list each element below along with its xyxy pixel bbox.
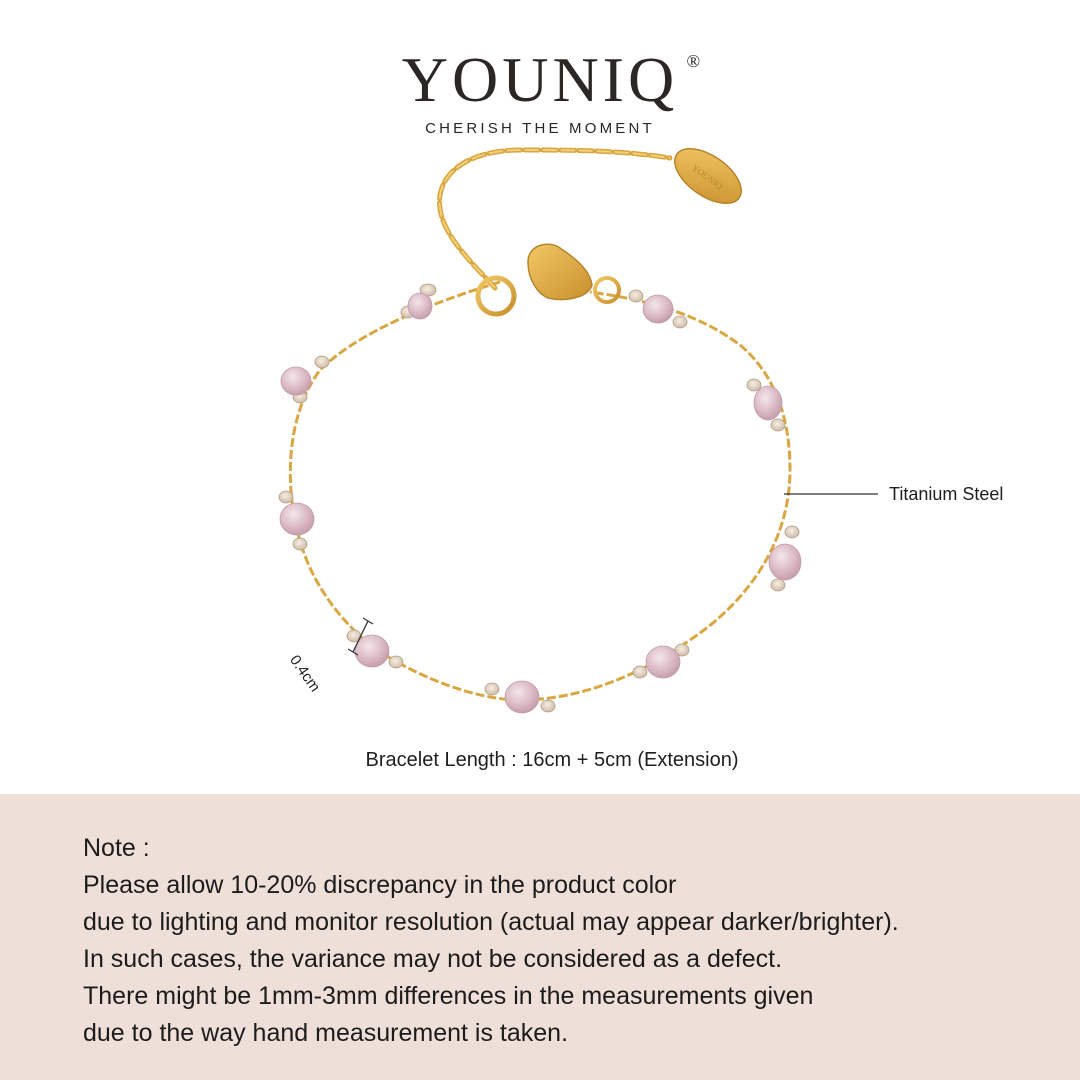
crystal-bead	[541, 700, 555, 712]
pearl	[355, 635, 389, 667]
crystal-bead	[389, 656, 403, 668]
crystal-bead	[673, 316, 687, 328]
width-measure-label: 0.4cm	[286, 652, 324, 696]
pearl	[754, 386, 782, 420]
brand-tag	[665, 138, 750, 214]
crystal-bead	[485, 683, 499, 695]
note-text	[83, 830, 899, 1052]
length-caption: Bracelet Length : 16cm + 5cm (Extension)	[365, 749, 739, 771]
pearl	[643, 295, 673, 323]
crystal-bead	[747, 379, 761, 391]
note-line: due to the way hand measurement is taken.	[83, 1019, 569, 1047]
tag-engraving: YOUNIQ	[690, 162, 725, 192]
material-callout: Titanium Steel	[889, 484, 1004, 504]
note-line: There might be 1mm-3mm differences in the measurements given	[83, 982, 814, 1010]
pearl	[281, 367, 311, 395]
pearl	[646, 646, 680, 678]
pearl	[280, 503, 314, 535]
brand-name: YOUNIQ	[401, 44, 679, 115]
pearl	[505, 681, 539, 713]
brand-tagline: CHERISH THE MOMENT	[425, 120, 655, 137]
crystal-bead	[315, 356, 329, 368]
note-line: Please allow 10-20% discrepancy in the product color	[83, 871, 677, 899]
pearl	[408, 293, 432, 319]
crystal-bead	[279, 491, 293, 503]
crystal-bead	[771, 579, 785, 591]
note-heading: Note :	[83, 834, 150, 862]
crystal-bead	[629, 290, 643, 302]
crystal-bead	[633, 666, 647, 678]
pearls	[280, 293, 801, 713]
note-line: In such cases, the variance may not be considered as a defect.	[83, 945, 783, 973]
note-line: due to lighting and monitor resolution (actual may appear darker/brighter).	[83, 908, 899, 936]
note-panel	[0, 794, 1080, 1080]
pearl	[769, 544, 801, 580]
lobster-clasp	[528, 244, 592, 299]
crystal-bead	[771, 419, 785, 431]
crystal-bead	[785, 526, 799, 538]
crystal-bead	[293, 538, 307, 550]
registered-mark: ®	[686, 51, 701, 71]
